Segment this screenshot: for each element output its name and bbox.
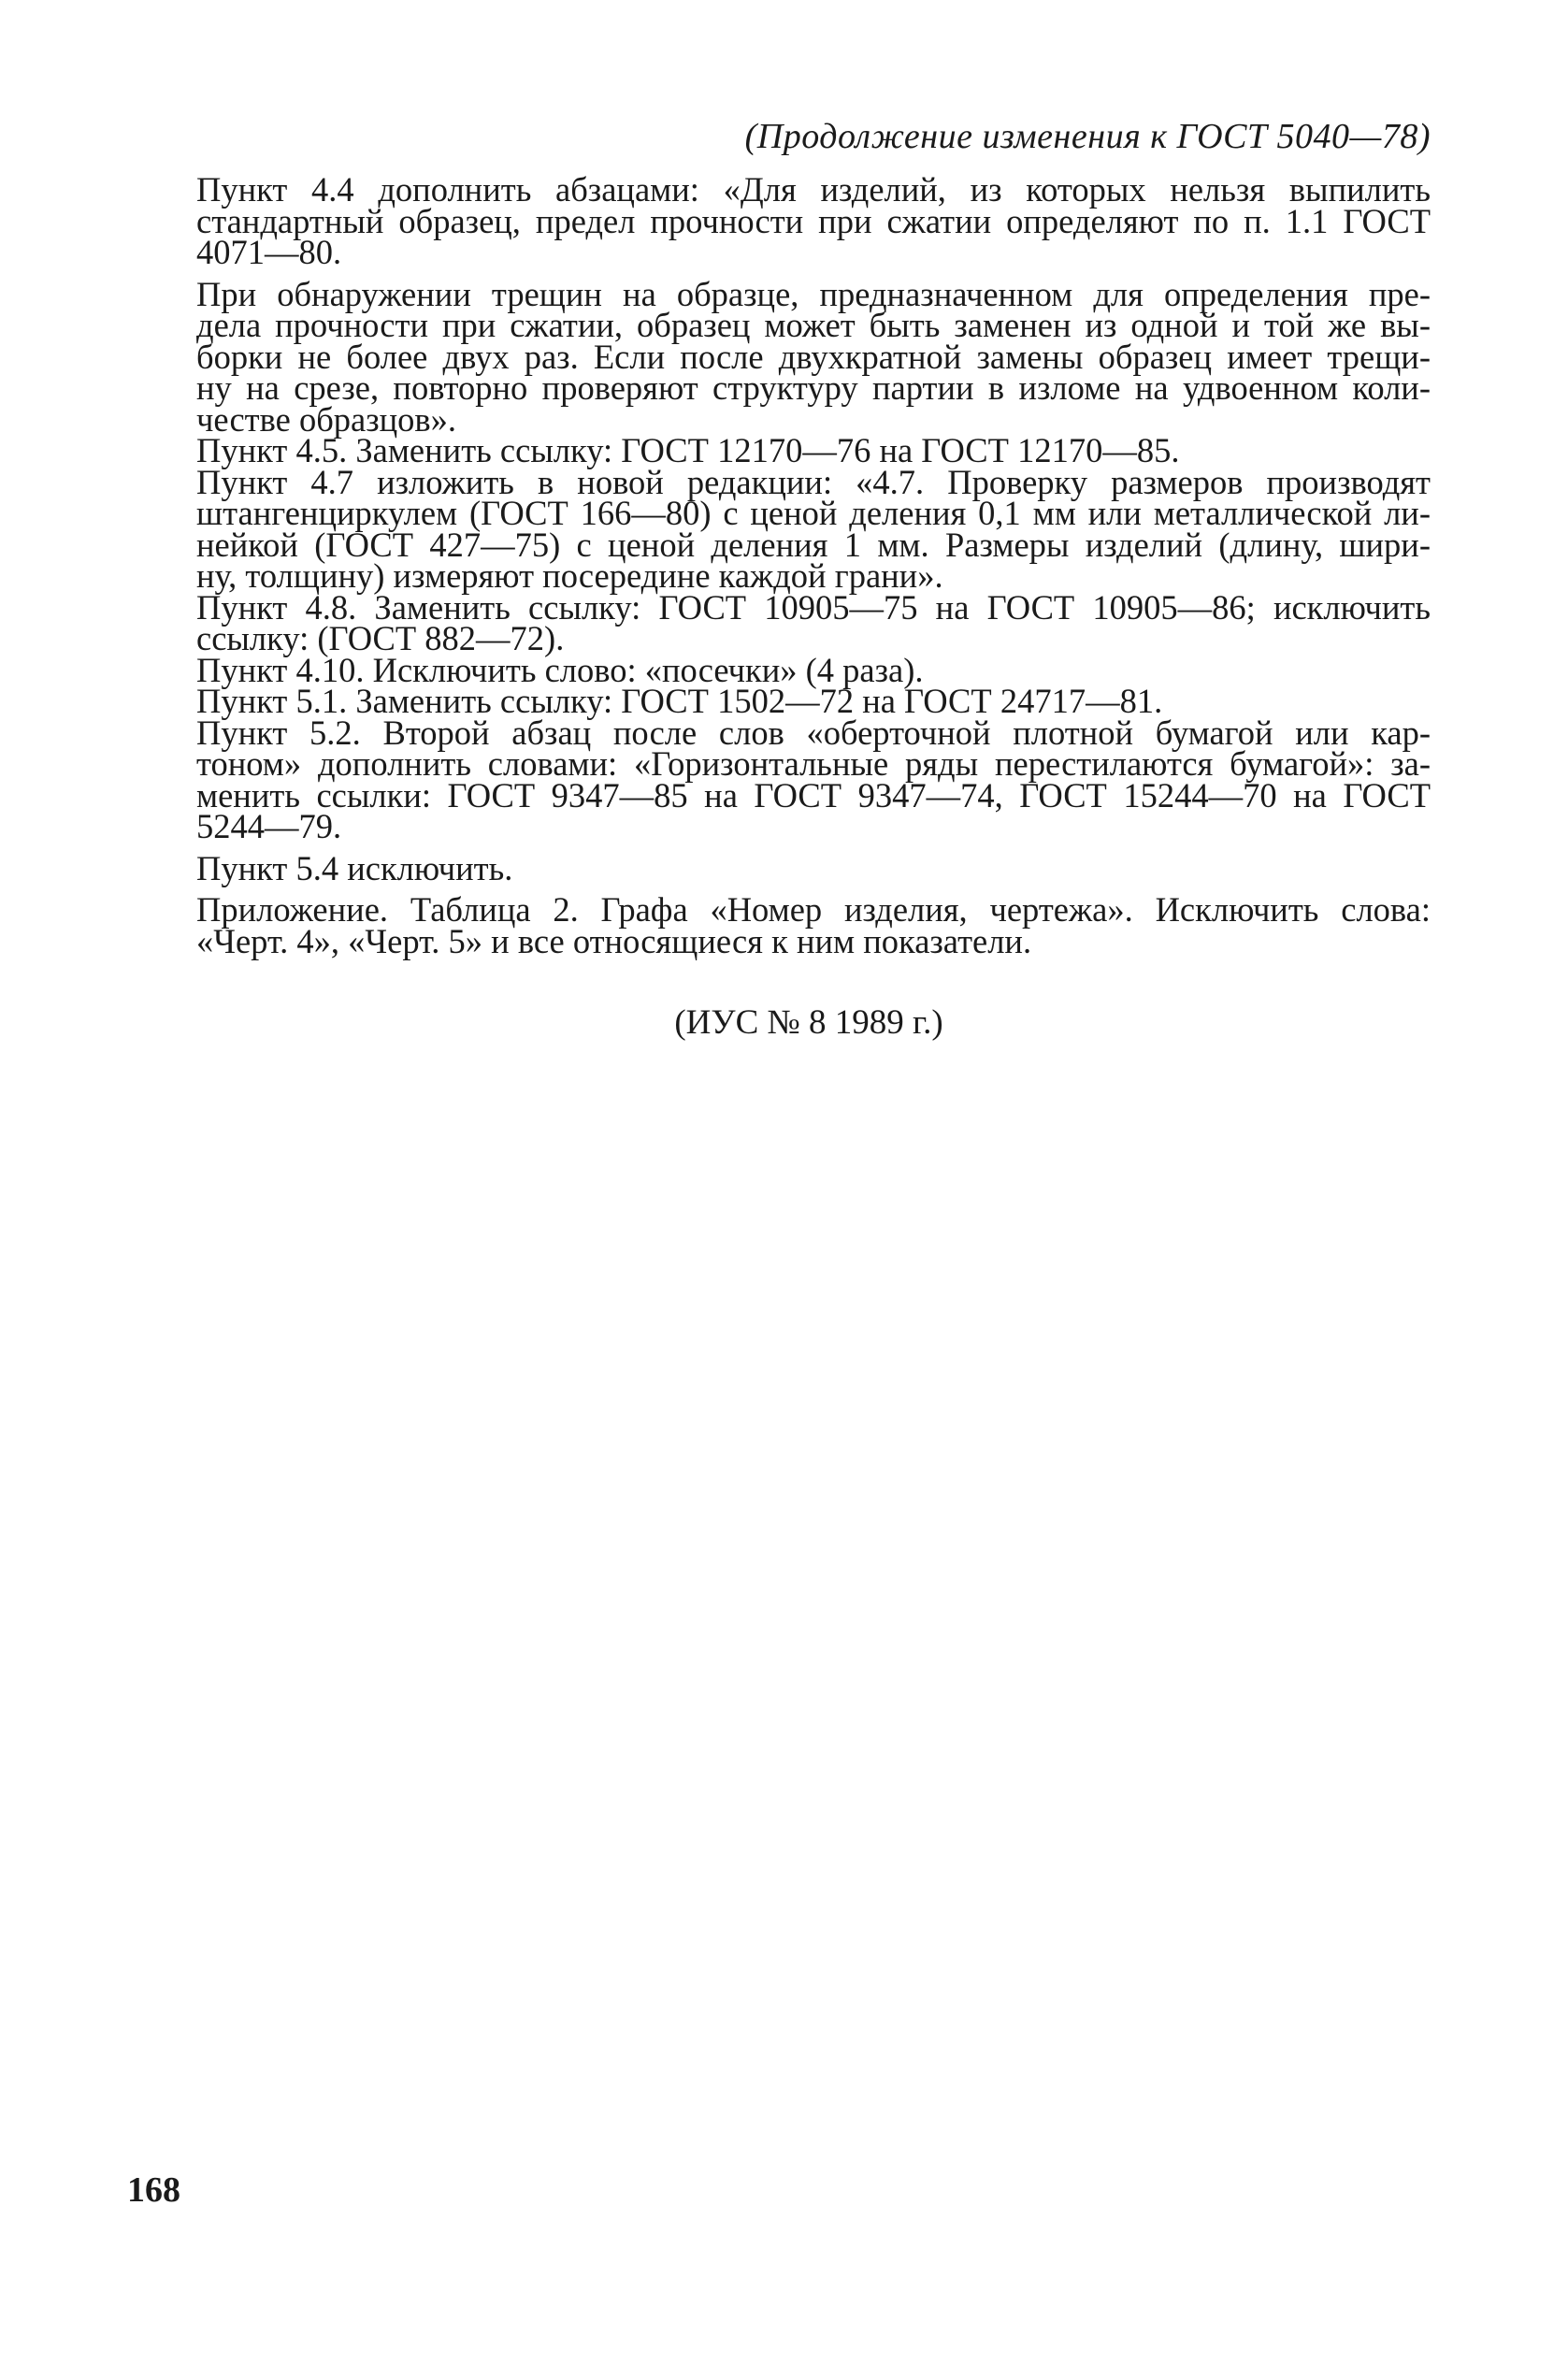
paragraph-5-4	[196, 848, 1431, 887]
text-line: Пункт 4.4 дополнить абзацами: «Для изделий, из которых нельзя выпилить	[196, 170, 1431, 209]
page-number: 168	[127, 2170, 180, 2210]
paragraph-appendix	[196, 890, 1431, 960]
paragraph-4-4	[196, 170, 1431, 271]
text-line: Пункт 4.5. Заменить ссылку: ГОСТ 12170—76 на ГОСТ 12170—85.	[196, 431, 1180, 469]
text-line: 4071—80.	[196, 233, 342, 271]
text-line: честве образцов».	[196, 399, 457, 439]
paragraph-cracks	[196, 274, 1431, 439]
text-line: борки не более двух раз. Если после двухкратной замены образец имеет трещи-	[196, 337, 1431, 376]
text-line: Пункт 5.4 исключить.	[196, 848, 513, 887]
amendment-text	[196, 170, 1431, 960]
paragraph-4-10	[196, 650, 1431, 689]
text-line: ну на срезе, повторно проверяют структуру партии в изломе на удвоенном коли-	[196, 368, 1431, 407]
text-line: Пункт 4.10. Исключить слово: «посечки» (4 раза).	[196, 650, 924, 689]
paragraph-5-1	[196, 682, 1431, 720]
text-line: менить ссылки: ГОСТ 9347—85 на ГОСТ 9347—74, ГОСТ 15244—70 на ГОСТ	[196, 775, 1431, 814]
paragraph-5-2	[196, 713, 1431, 845]
text-line: дела прочности при сжатии, образец может быть заменен из одной и той же вы-	[196, 306, 1431, 344]
text-line: При обнаружении трещин на образце, предназначенном для определения пре-	[196, 274, 1431, 313]
text-line: Пункт 4.8. Заменить ссылку: ГОСТ 10905—75 на ГОСТ 10905—86; исключить	[196, 587, 1431, 627]
text-line: Пункт 4.7 изложить в новой редакции: «4.7. Проверку размеров производят	[196, 462, 1431, 501]
page-header: (Продолжение изменения к ГОСТ 5040—78)	[744, 117, 1431, 156]
text-line: стандартный образец, предел прочности при сжатии определяют по п. 1.1 ГОСТ	[196, 201, 1431, 240]
source-reference: (ИУС № 8 1989 г.)	[674, 1003, 943, 1042]
text-line: ссылку: (ГОСТ 882—72).	[196, 619, 565, 657]
text-line: тоном» дополнить словами: «Горизонтальные ряды перестилаются бумагой»: за-	[196, 744, 1431, 783]
paragraph-4-8	[196, 587, 1431, 657]
text-line: «Черт. 4», «Черт. 5» и все относящиеся к ним показатели.	[196, 921, 1032, 960]
paragraph-4-5	[196, 431, 1431, 469]
text-line: нейкой (ГОСТ 427—75) с ценой деления 1 мм. Размеры изделий (длину, шири-	[196, 525, 1431, 564]
paragraph-4-7	[196, 462, 1431, 595]
text-line: Пункт 5.2. Второй абзац после слов «оберточной плотной бумагой или кар-	[196, 713, 1431, 752]
text-line: Приложение. Таблица 2. Графа «Номер изделия, чертежа». Исключить слова:	[196, 890, 1431, 929]
text-line: 5244—79.	[196, 807, 342, 845]
text-line: Пункт 5.1. Заменить ссылку: ГОСТ 1502—72 на ГОСТ 24717—81.	[196, 682, 1163, 720]
text-line: штангенциркулем (ГОСТ 166—80) с ценой деления 0,1 мм или металлической ли-	[196, 494, 1431, 532]
text-line: ну, толщину) измеряют посередине каждой грани».	[196, 556, 943, 595]
